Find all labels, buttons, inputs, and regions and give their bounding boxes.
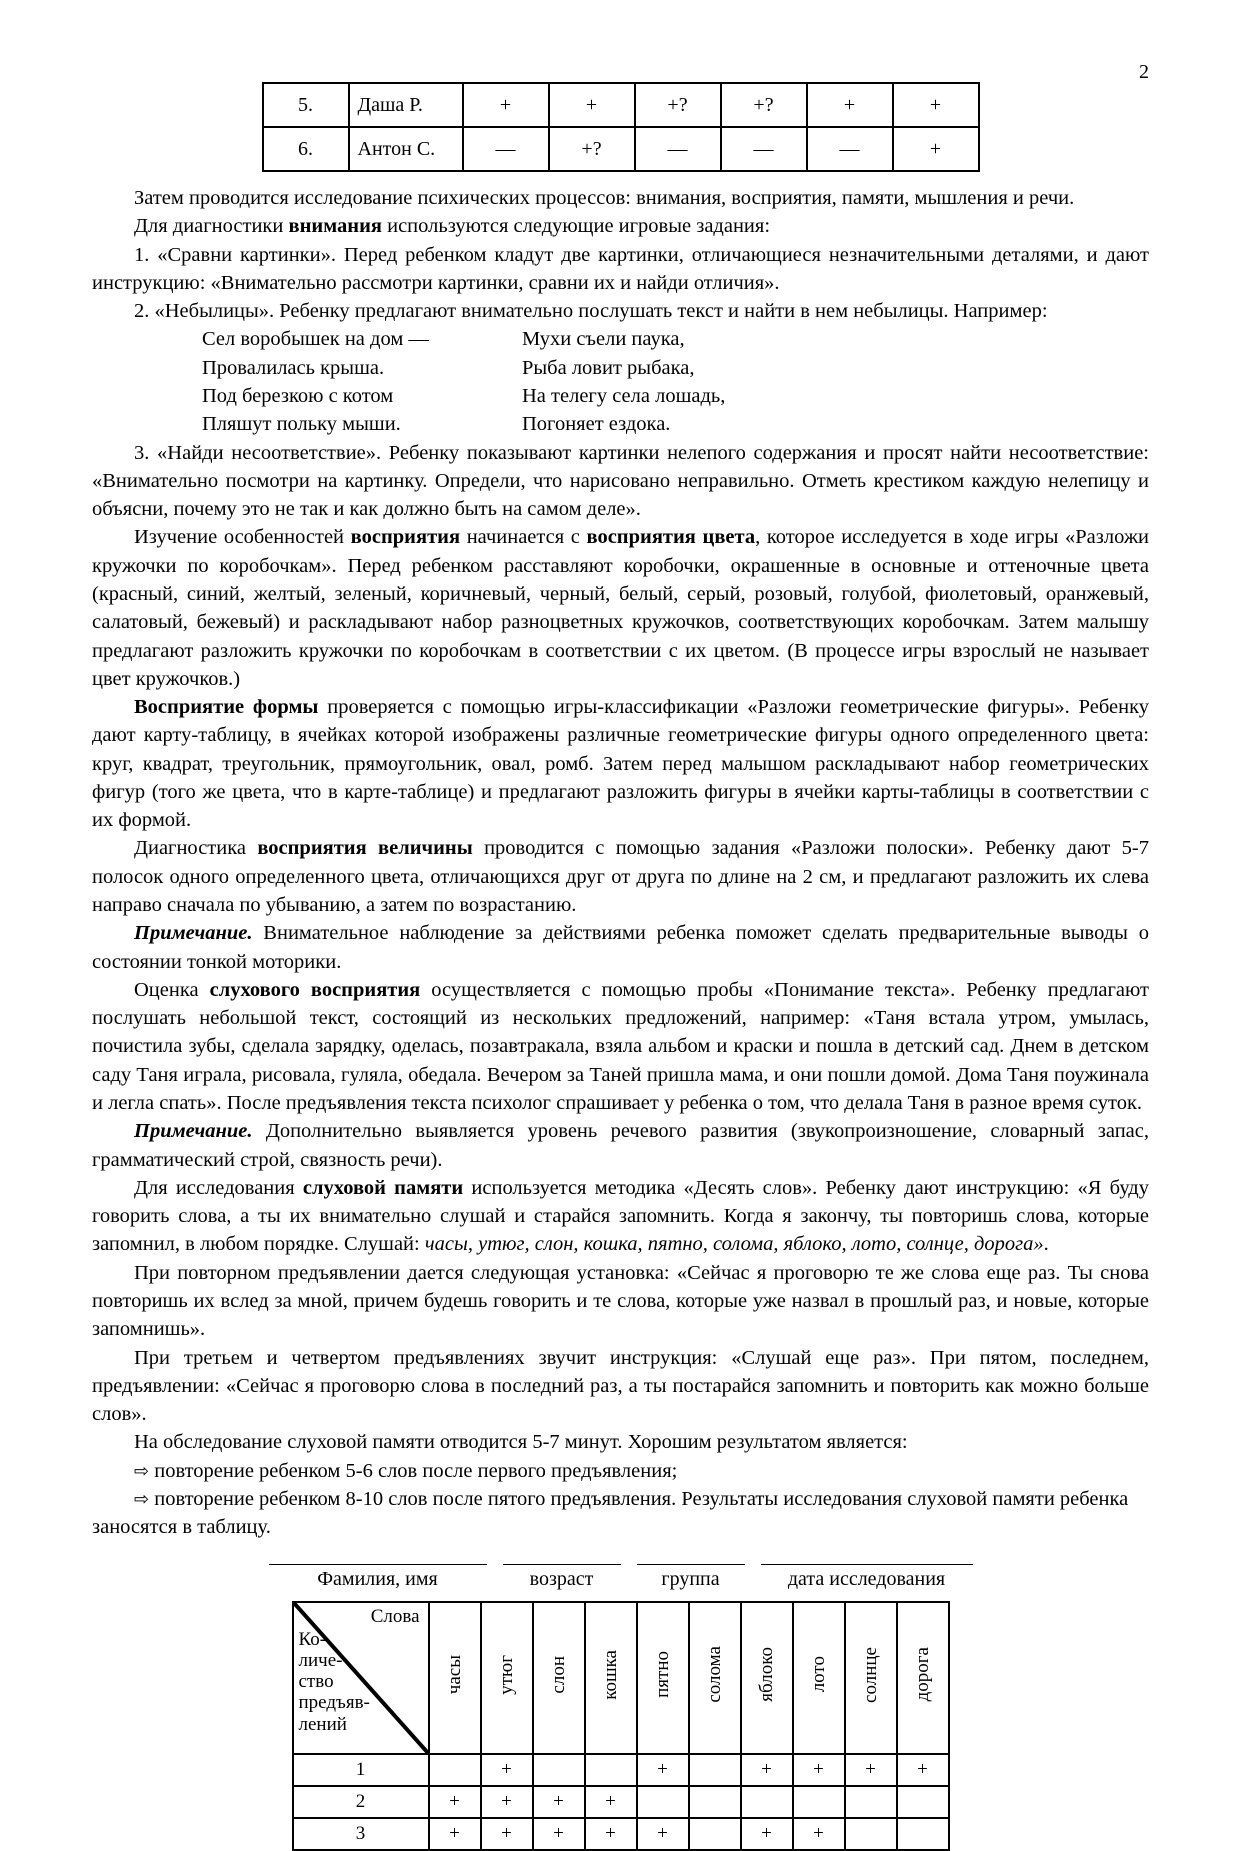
mark-cell: + bbox=[741, 1754, 793, 1786]
word-header-label: часы bbox=[443, 1654, 465, 1695]
mark-cell: + bbox=[429, 1786, 481, 1818]
note-label: Примечание. bbox=[134, 1120, 253, 1143]
field-age bbox=[503, 1564, 621, 1591]
poem-line bbox=[202, 325, 1149, 353]
word-header-cell bbox=[637, 1602, 689, 1754]
note-label: Примечание. bbox=[134, 922, 253, 945]
text-run: проверяется с помощью игры-классификации «Разложи геометрические фигуры». Ребенку дают карту-таблицу, в ячейках которой изображены различные геометрические фигуры одного определенного цвета: круг, квадрат, треугольник, прямоугольник, овал, ромб. Затем перед малышом раскладывают набор геометрических фигур (того же цвета, что в карте-таблице) и предлагают разложить фигуры в ячейки карты-таблицы в соответствии с их формой. bbox=[92, 696, 1149, 832]
emphasis-attention: внимания bbox=[288, 215, 382, 238]
poem-right: Мухи съели паука, bbox=[522, 328, 685, 351]
text-run: . bbox=[1043, 1233, 1049, 1256]
paragraph-auditory-memory bbox=[92, 1174, 1149, 1259]
paragraph-timing: На обследование слуховой памяти отводится 5-7 минут. Хорошим результатом является: bbox=[134, 1431, 908, 1454]
blank-rule bbox=[503, 1564, 621, 1565]
mark-cell: + bbox=[481, 1786, 533, 1818]
mark-cell: — bbox=[635, 127, 721, 171]
word-header-cell bbox=[897, 1602, 949, 1754]
field-label: возраст bbox=[529, 1567, 594, 1590]
mark-cell: + bbox=[845, 1754, 897, 1786]
paragraph-task-2: 2. «Небылицы». Ребенку предлагают внимательно послушать текст и найти в нем небылицы. Например: bbox=[134, 300, 1048, 323]
paragraph-note-1 bbox=[92, 919, 1149, 976]
poem-right: Рыба ловит рыбака, bbox=[522, 356, 695, 379]
text-run: Оценка bbox=[134, 978, 210, 1001]
mark-cell bbox=[845, 1818, 897, 1850]
student-name: Даша Р. bbox=[349, 83, 463, 127]
text-run: Для диагностики bbox=[134, 215, 289, 238]
row-number: 6. bbox=[263, 127, 349, 171]
mark-cell: +? bbox=[549, 127, 635, 171]
field-full-name bbox=[269, 1564, 487, 1591]
form-header bbox=[92, 1564, 1149, 1591]
mark-cell bbox=[533, 1754, 585, 1786]
word-header-cell bbox=[481, 1602, 533, 1754]
word-header-label: яблоко bbox=[755, 1647, 777, 1702]
paragraph-perception-form bbox=[92, 693, 1149, 834]
arrow-right-icon: ⇨ bbox=[134, 1460, 150, 1482]
table-row bbox=[293, 1786, 949, 1818]
word-header-cell bbox=[429, 1602, 481, 1754]
table-row bbox=[293, 1818, 949, 1850]
student-marks-table bbox=[262, 82, 980, 172]
blank-rule bbox=[761, 1564, 973, 1565]
mark-cell: + bbox=[463, 83, 549, 127]
text-run: , которое исследуется в ходе игры «Разложи кружочки по коробочкам». Перед ребенком расставляют коробочки, окрашенные в основные и оттеночные цвета (красный, синий, желтый, зеленый, коричневый, черный, белый, серый, розовый, голубой, фиолетовый, оранжевый, салатовый, бежевый) и раскладывают набор разноцветных кружочков, соответствующих коробочкам. Затем малышу предлагают разложить кружочки по коробочкам в соответствии с их цветом. (В процессе игры взрослый не называет цвет кружочков.) bbox=[92, 526, 1149, 690]
mark-cell: + bbox=[429, 1818, 481, 1850]
mark-cell bbox=[793, 1786, 845, 1818]
emphasis-size-perception: восприятия величины bbox=[257, 837, 473, 860]
mark-cell: — bbox=[463, 127, 549, 171]
text-run: осуществляется с помощью пробы «Понимание текста». Ребенку предлагают послушать небольшой текст, состоящий из нескольких предложений, например: «Таня встала утром, умылась, почистила зубы, сделала зарядку, оделась, позавтракала, взяла альбом и краски и пошла в детский сад. Днем в детском саду Таня играла, рисовала, гуляла, обедала. Вечером за Таней пришла мама, и они пошли домой. Дома Таня поужинала и легла спать». После предъявления текста психолог спрашивает у ребенка о том, что делала Таня в разное время суток. bbox=[92, 978, 1150, 1114]
corner-label-count bbox=[298, 1628, 370, 1735]
mark-cell bbox=[585, 1754, 637, 1786]
bullet-item-2 bbox=[92, 1485, 1149, 1542]
corner-label-line: лений bbox=[298, 1713, 347, 1735]
field-label: дата исследования bbox=[787, 1567, 946, 1590]
mark-cell bbox=[689, 1786, 741, 1818]
word-header-label: пятно bbox=[651, 1651, 673, 1698]
text-run: используется методика «Десять слов». Ребенку дают инструкцию: «Я буду говорить слова, а ты их внимательно слушай и старайся запомнить. Когда я закончу, ты повторишь слова, которые запомнил, в любом порядке. Слушай: bbox=[92, 1176, 1149, 1256]
word-header-label: утюг bbox=[495, 1654, 517, 1695]
word-header-label: лото bbox=[807, 1656, 829, 1693]
page-number: 2 bbox=[1139, 61, 1149, 83]
mark-cell: + bbox=[893, 83, 979, 127]
row-label: 1 bbox=[293, 1754, 429, 1786]
text-run: Внимательное наблюдение за действиями ребенка поможет сделать предварительные выводы о состоянии тонкой моторики. bbox=[92, 922, 1149, 973]
field-label: группа bbox=[661, 1567, 720, 1590]
paragraph-note-2 bbox=[92, 1117, 1149, 1174]
emphasis-form-perception: Восприятие формы bbox=[134, 696, 319, 719]
mark-cell bbox=[897, 1818, 949, 1850]
top-table-container bbox=[92, 82, 1149, 172]
mark-cell: + bbox=[585, 1786, 637, 1818]
mark-cell bbox=[845, 1786, 897, 1818]
table-row bbox=[263, 127, 979, 171]
mark-cell: + bbox=[533, 1786, 585, 1818]
mark-cell: + bbox=[637, 1754, 689, 1786]
poem-line bbox=[202, 410, 1149, 438]
paragraph-task-1: 1. «Сравни картинки». Перед ребенком кладут две картинки, отличающиеся незначительными деталями, и дают инструкцию: «Внимательно рассмотри картинки, сравни их и найди отличия». bbox=[92, 243, 1149, 294]
poem-left: Провалилась крыша. bbox=[202, 356, 385, 379]
mark-cell: + bbox=[893, 127, 979, 171]
field-group bbox=[637, 1564, 745, 1591]
paragraph-attention-intro bbox=[92, 212, 1149, 240]
row-number: 5. bbox=[263, 83, 349, 127]
arrow-right-icon: ⇨ bbox=[134, 1488, 150, 1510]
student-name: Антон С. bbox=[349, 127, 463, 171]
word-header-cell bbox=[741, 1602, 793, 1754]
paragraph-auditory-perception bbox=[92, 976, 1149, 1117]
corner-label-words: Слова bbox=[370, 1605, 420, 1627]
emphasis-perception: восприятия bbox=[350, 526, 461, 549]
poem-left: Пляшут польку мыши. bbox=[202, 413, 401, 436]
mark-cell bbox=[741, 1786, 793, 1818]
mark-cell bbox=[429, 1754, 481, 1786]
word-header-cell bbox=[689, 1602, 741, 1754]
paragraph-perception-color bbox=[92, 523, 1149, 693]
word-header-label: солнце bbox=[859, 1646, 881, 1703]
text-run: используются следующие игровые задания: bbox=[381, 215, 771, 238]
corner-label-line: личе- bbox=[298, 1649, 343, 1671]
bullet-item-1 bbox=[92, 1457, 1149, 1485]
text-run: начинается с bbox=[460, 526, 587, 549]
bottom-table-container bbox=[92, 1601, 1149, 1851]
mark-cell: + bbox=[481, 1754, 533, 1786]
mark-cell: + bbox=[897, 1754, 949, 1786]
poem-right: Погоняет ездока. bbox=[522, 413, 671, 436]
poem-left: Под березкою с котом bbox=[202, 384, 394, 407]
emphasis-auditory-memory: слуховой памяти bbox=[302, 1176, 464, 1199]
paragraph-intro: Затем проводится исследование психических процессов: внимания, восприятия, памяти, мышления и речи. bbox=[134, 187, 1075, 209]
mark-cell bbox=[689, 1818, 741, 1850]
mark-cell: + bbox=[481, 1818, 533, 1850]
mark-cell bbox=[897, 1786, 949, 1818]
emphasis-color-perception: восприятия цвета bbox=[586, 526, 756, 549]
text-run: Изучение особенностей bbox=[134, 526, 351, 549]
field-study-date bbox=[761, 1564, 973, 1591]
mark-cell: + bbox=[549, 83, 635, 127]
corner-label-line: Ко- bbox=[298, 1628, 327, 1650]
blank-rule bbox=[269, 1564, 487, 1565]
emphasis-auditory-perception: слухового восприятия bbox=[209, 978, 421, 1001]
text-run: Дополнительно выявляется уровень речевого развития (звукопроизношение, словарный запас, грамматический строй, связность речи). bbox=[92, 1120, 1149, 1171]
field-label: Фамилия, имя bbox=[317, 1567, 438, 1590]
word-list-italic: часы, утюг, слон, кошка, пятно, солома, яблоко, лото, солнце, дорога» bbox=[424, 1233, 1044, 1256]
word-header-cell bbox=[845, 1602, 897, 1754]
paragraph-perception-size bbox=[92, 834, 1149, 919]
poem-block bbox=[92, 325, 1149, 438]
table-row bbox=[293, 1754, 949, 1786]
bullet-text: повторение ребенком 5-6 слов после первого предъявления; bbox=[154, 1459, 678, 1482]
mark-cell bbox=[689, 1754, 741, 1786]
mark-cell: +? bbox=[635, 83, 721, 127]
ten-words-memory-table bbox=[292, 1601, 950, 1851]
document-body bbox=[92, 184, 1149, 1542]
paragraph-task-3: 3. «Найди несоответствие». Ребенку показывают картинки нелепого содержания и просят найти несоответствие: «Внимательно посмотри на картинку. Определи, что нарисовано неправильно. Отметь крестиком каждую нелепицу и объясни, почему это не так и как должно быть на самом деле». bbox=[92, 441, 1149, 521]
corner-label-line: предъяв- bbox=[298, 1692, 370, 1714]
text-run: Для исследования bbox=[134, 1176, 303, 1199]
word-header-label: дорога bbox=[911, 1647, 933, 1702]
row-label: 3 bbox=[293, 1818, 429, 1850]
mark-cell: — bbox=[807, 127, 893, 171]
mark-cell: — bbox=[721, 127, 807, 171]
word-header-cell bbox=[585, 1602, 637, 1754]
mark-cell: + bbox=[793, 1754, 845, 1786]
poem-right: На телегу села лошадь, bbox=[522, 384, 726, 407]
text-run: Диагностика bbox=[134, 837, 258, 860]
mark-cell: + bbox=[807, 83, 893, 127]
blank-rule bbox=[637, 1564, 745, 1565]
table-header-row bbox=[293, 1602, 949, 1754]
mark-cell: + bbox=[585, 1818, 637, 1850]
poem-left: Сел воробышек на дом — bbox=[202, 328, 429, 351]
poem-line bbox=[202, 382, 1149, 410]
mark-cell: + bbox=[793, 1818, 845, 1850]
paragraph-second-presentation: При повторном предъявлении дается следующая установка: «Сейчас я проговорю те же слова еще раз. Ты снова повторишь их вслед за мной, причем будешь говорить и те слова, которые уже назвал в прошлый раз, и новые, которые запомнишь». bbox=[92, 1261, 1149, 1341]
mark-cell: + bbox=[533, 1818, 585, 1850]
mark-cell: + bbox=[741, 1818, 793, 1850]
word-header-label: солома bbox=[703, 1646, 725, 1703]
word-header-label: слон bbox=[547, 1655, 569, 1694]
word-header-cell bbox=[793, 1602, 845, 1754]
text-run: проводится с помощью задания «Разложи полоски». Ребенку дают 5-7 полосок одного определенного цвета, отличающихся друг от друга по длине на 2 см, и предлагают разложить их слева направо сначала по убыванию, а затем по возрастанию. bbox=[92, 837, 1149, 917]
table-row bbox=[263, 83, 979, 127]
mark-cell: +? bbox=[721, 83, 807, 127]
corner-header-cell bbox=[293, 1602, 429, 1754]
word-header-label: кошка bbox=[599, 1649, 621, 1700]
row-label: 2 bbox=[293, 1786, 429, 1818]
mark-cell: + bbox=[637, 1818, 689, 1850]
word-header-cell bbox=[533, 1602, 585, 1754]
paragraph-third-fourth-presentation: При третьем и четвертом предъявлениях звучит инструкция: «Слушай еще раз». При пятом, последнем, предъявлении: «Сейчас я проговорю слова в последний раз, а ты постарайся запомнить и повторить как можно больше слов». bbox=[92, 1346, 1149, 1426]
poem-line bbox=[202, 354, 1149, 382]
mark-cell bbox=[637, 1786, 689, 1818]
bullet-text: повторение ребенком 8-10 слов после пятого предъявления. Результаты исследования слуховой памяти ребенка заносятся в таблицу. bbox=[92, 1487, 1129, 1539]
corner-label-line: ство bbox=[298, 1671, 334, 1693]
